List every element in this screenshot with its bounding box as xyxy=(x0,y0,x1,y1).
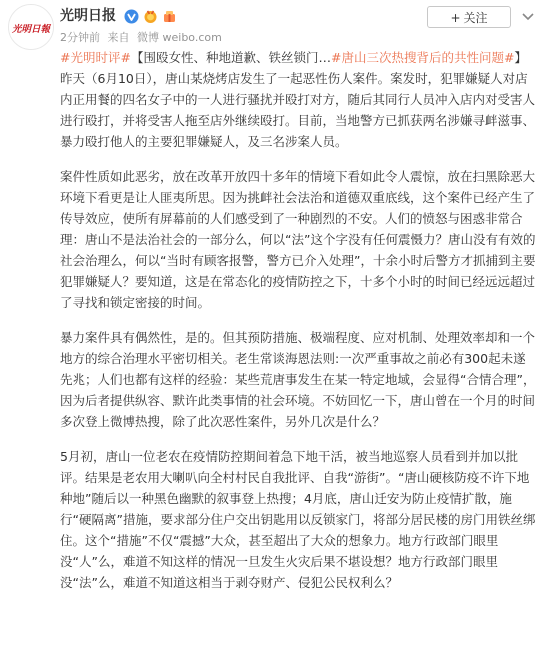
avatar-logo-text: 光明日報 xyxy=(11,24,51,35)
verified-v-icon[interactable] xyxy=(124,9,139,24)
paragraph-text: 】昨天（6月10日），唐山某烧烤店发生了一起恶性伤人案件。案发时，犯罪嫌疑人对店内正用餐的四名女子中的一人进行骚扰并殴打对方，随后其同行人员冲入店内对受害人进行殴打，并将受害人拖至店外继续殴打。目前，当地警方已抓获两名涉嫌寻衅滋事、暴力殴打他人的主要犯罪嫌疑人，及三名涉案人员。 xyxy=(60,50,536,149)
post-meta xyxy=(60,30,226,46)
post-paragraph-1 xyxy=(60,47,538,152)
follow-label: 关注 xyxy=(463,11,488,25)
account-name[interactable]: 光明日报 xyxy=(60,8,116,24)
brand-logo-icon xyxy=(9,5,53,49)
chevron-down-icon[interactable] xyxy=(520,10,536,24)
post-paragraph-4: 5月初，唐山一位老农在疫情防控期间着急下地干活，被当地巡察人员看到并加以批评。结果是老农用大喇叭向全村村民自我批评、自我“游街”。“唐山硬核防疫不许下地种地”随后以一种黑色幽默的叙事登上热搜；4月底，唐山迁安为防止疫情扩散，施行“硬隔离”措施，要求部分住户交出钥匙用以反锁家门，将部分居民楼的房门用铁丝绑住。这个“措施”不仅“震撼”大众，甚至超出了大众的想象力。地方行政部门眼里没“人”么，难道不知这样的情况一旦发生火灾后果不堪设想？地方行政部门眼里没“法”么，难道不知道这相当于剥夺财产、侵犯公民权利么？ xyxy=(60,449,536,590)
post-content xyxy=(60,47,538,593)
event-badge-icon[interactable] xyxy=(162,9,177,24)
gold-badge-icon[interactable] xyxy=(143,9,158,24)
post-time[interactable]: 2分钟前 xyxy=(60,31,100,44)
headline-bracket-text: 【围殴女性、种地道歉、铁丝锁门… xyxy=(130,50,331,65)
paragraph-gap xyxy=(60,152,538,166)
account-badges xyxy=(124,7,177,25)
post-source: 微博 weibo.com xyxy=(137,31,222,44)
source-prefix: 来自 xyxy=(107,31,130,44)
hashtag-link[interactable]: #光明时评# xyxy=(60,50,131,65)
post-paragraph-2: 案件性质如此恶劣，放在改革开放四十多年的情境下看如此令人震惊，放在扫黑除恶大环境下看更是让人匪夷所思。因为挑衅社会法治和道德双重底线，这个案件已经产生了传导效应，使所有屏幕前的人们感受到了一种剧烈的不安。人们的愤怒与困惑非常合理：唐山不是法治社会的一部分么，何以“法”这个字没有任何震慑力？唐山没有有效的社会治理么，何以“当时有顾客报警，警方已介入处理”，十余小时后警方才抓捕到主要犯罪嫌疑人？要知道，这是在常态化的疫情防控之下，十多个小时的时间已经远远超过了寻找和锁定密接的时间。 xyxy=(60,169,536,310)
plus-icon: + xyxy=(450,11,461,25)
post-paragraph-3: 暴力案件具有偶然性，是的。但其预防措施、极端程度、应对机制、处理效率却和一个地方的综合治理水平密切相关。老生常谈海恩法则:一次严重事故之前必有300起未遂先兆；人们也都有这样的经验：某些荒唐事发生在某一特定地域，会显得“合情合理”，因为后者提供纵容、默许此类事情的社会环境。不妨回忆一下，唐山曾在一个月的时间多次登上微博热搜，除了此次恶性案件，另外几次是什么？ xyxy=(60,330,536,429)
paragraph-gap xyxy=(60,432,538,446)
follow-button[interactable] xyxy=(427,6,511,28)
hashtag-link[interactable]: #唐山三次热搜背后的共性问题# xyxy=(330,50,515,65)
paragraph-gap xyxy=(60,313,538,327)
avatar[interactable] xyxy=(8,4,54,50)
